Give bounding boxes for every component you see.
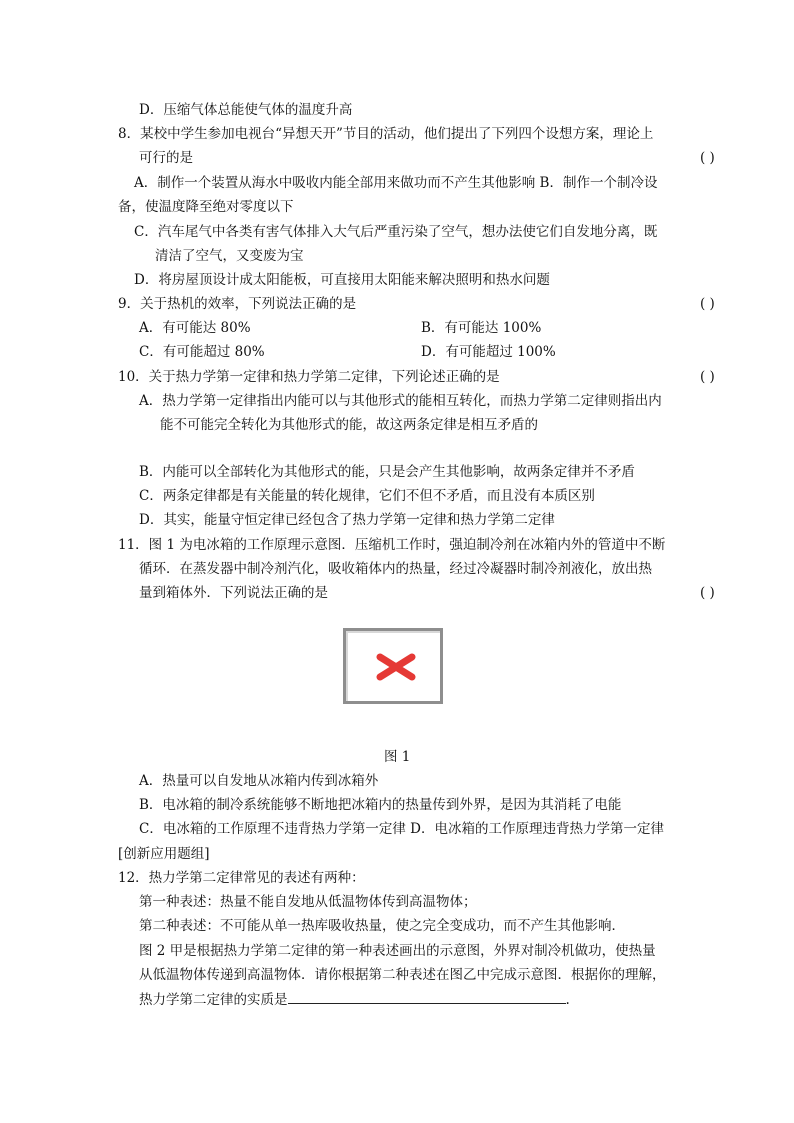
q9-stem: 9．关于热机的效率，下列说法正确的是 xyxy=(118,296,357,312)
q11-option-c-d: C．电冰箱的工作原理不违背热力学第一定律 D．电冰箱的工作原理违背热力学第一定律 xyxy=(139,821,664,837)
q12-prompt-text: 热力学第二定律的实质是 xyxy=(139,992,288,1008)
q8-stem-line1: 8．某校中学生参加电视台“异想天开”节目的活动，他们提出了下列四个设想方案，理论上 xyxy=(118,126,654,142)
q11-answer-paren: ( ) xyxy=(700,585,715,601)
q10-stem: 10．关于热力学第一定律和热力学第二定律，下列论述正确的是 xyxy=(118,369,500,385)
q9-answer-paren: ( ) xyxy=(700,296,715,312)
figure-1-placeholder xyxy=(343,628,443,704)
q8-option-d: D．将房屋顶设计成太阳能板，可直接用太阳能来解决照明和热水问题 xyxy=(134,272,550,288)
q10-option-d: D．其实，能量守恒定律已经包含了热力学第一定律和热力学第二定律 xyxy=(139,512,555,528)
section-heading: [创新应用题组] xyxy=(118,846,210,862)
q11-stem-line3: 量到箱体外．下列说法正确的是 xyxy=(139,585,328,601)
q9-option-c: C．有可能超过 80% xyxy=(139,344,265,360)
q9-option-b: B．有可能达 100% xyxy=(421,320,542,336)
q11-stem-line2: 循环．在蒸发器中制冷剂汽化，吸收箱体内的热量，经过冷凝器时制冷剂液化，放出热 xyxy=(139,561,652,577)
q8-stem-line2: 可行的是 xyxy=(139,150,193,166)
q10-option-c: C．两条定律都是有关能量的转化规律，它们不但不矛盾，而且没有本质区别 xyxy=(139,488,595,504)
q11-stem-line1: 11．图 1 为电冰箱的工作原理示意图．压缩机工作时，强迫制冷剂在冰箱内外的管道中不断 xyxy=(118,537,666,553)
q7-option-d: D．压缩气体总能使气体的温度升高 xyxy=(139,102,353,118)
q12-paragraph-line1: 图 2 甲是根据热力学第二定律的第一种表述画出的示意图，外界对制冷机做功，使热量 xyxy=(139,943,656,959)
q11-option-b: B．电冰箱的制冷系统能够不断地把冰箱内的热量传到外界，是因为其消耗了电能 xyxy=(139,797,622,813)
q12-statement-2: 第二种表述：不可能从单一热库吸收热量，使之完全变成功，而不产生其他影响． xyxy=(139,918,625,934)
q10-option-a-line1: A．热力学第一定律指出内能可以与其他形式的能相互转化，而热力学第二定律则指出内 xyxy=(139,393,662,409)
q12-paragraph-line3 xyxy=(139,989,570,1010)
q8-option-a: A．制作一个装置从海水中吸收内能全部用来做功而不产生其他影响 B．制作一个制冷设 xyxy=(134,175,658,191)
q10-option-b: B．内能可以全部转化为其他形式的能，只是会产生其他影响，故两条定律并不矛盾 xyxy=(139,464,635,480)
q8-option-c-line1: C．汽车尾气中各类有害气体排入大气后严重污染了空气，想办法使它们自发地分离，既 xyxy=(134,224,658,240)
figure-1-caption: 图 1 xyxy=(384,749,411,765)
q12-statement-1: 第一种表述：热量不能自发地从低温物体传到高温物体； xyxy=(139,894,477,910)
q10-answer-paren: ( ) xyxy=(700,369,715,385)
q8-answer-paren: ( ) xyxy=(700,150,715,166)
q12-end-period: . xyxy=(565,992,570,1008)
q10-option-a-line2: 能不可能完全转化为其他形式的能，故这两条定律是相互矛盾的 xyxy=(160,417,538,433)
q11-option-a: A．热量可以自发地从冰箱内传到冰箱外 xyxy=(139,773,379,789)
q8-option-c-line2: 清洁了空气，又变废为宝 xyxy=(155,248,304,264)
q12-stem: 12．热力学第二定律常见的表述有两种： xyxy=(118,870,365,886)
q12-paragraph-line2: 从低温物体传递到高温物体．请你根据第二种表述在图乙中完成示意图．根据你的理解， xyxy=(139,967,666,983)
broken-image-icon xyxy=(376,653,416,681)
q8-option-b-cont: 备，使温度降至绝对零度以下 xyxy=(118,199,294,215)
answer-blank[interactable] xyxy=(288,989,566,1004)
q9-option-a: A．有可能达 80% xyxy=(139,320,251,336)
q9-option-d: D．有可能超过 100% xyxy=(421,344,556,360)
